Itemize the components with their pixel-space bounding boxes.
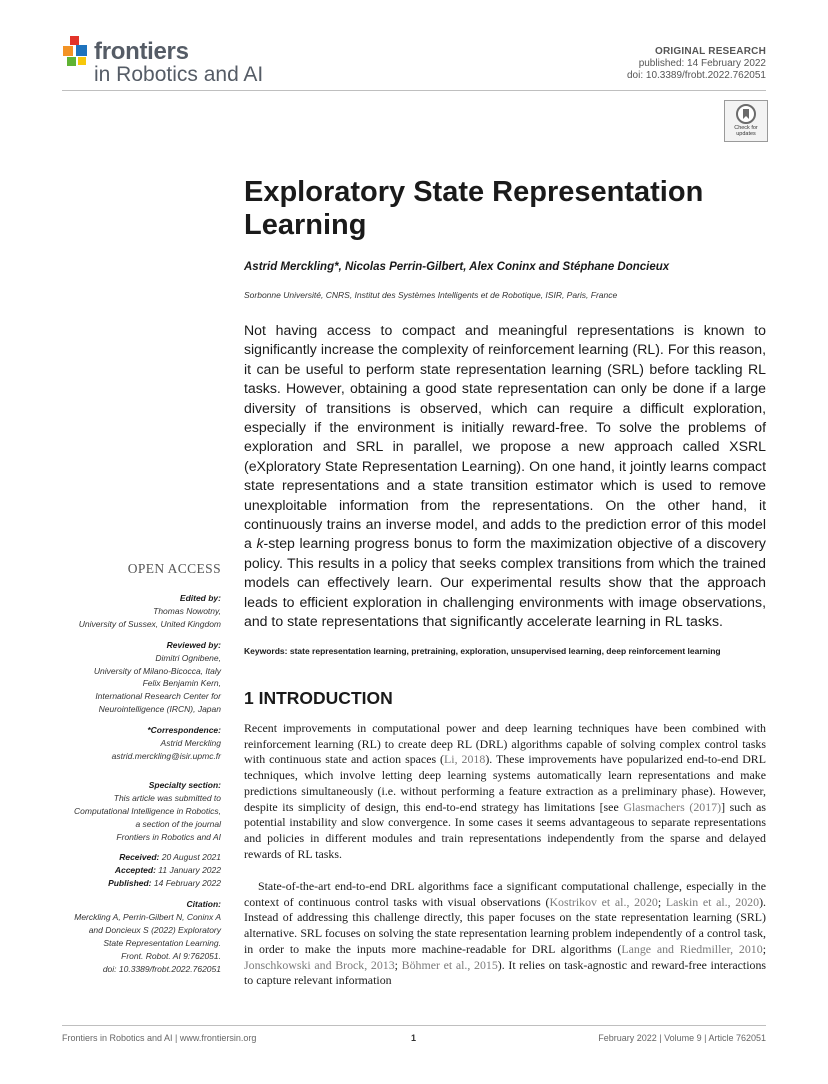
citation-text: and Doncieux S (2022) Exploratory [88, 924, 221, 935]
section-heading: 1 INTRODUCTION [244, 688, 393, 708]
accepted-date [56, 864, 221, 877]
published-label: Published: [108, 878, 152, 889]
reviewer-name: Felix Benjamin Kern, [142, 678, 221, 689]
published-date-sidebar [56, 877, 221, 890]
article-info-sidebar [56, 592, 221, 976]
body-paragraph-2 [244, 879, 766, 989]
edited-by-label: Edited by: [179, 593, 221, 603]
keywords [244, 645, 766, 657]
journal-subtitle: in Robotics and AI [94, 63, 264, 86]
published-value: 14 February 2022 [153, 878, 221, 889]
affiliation: Sorbonne Université, CNRS, Institut des Systèmes Intelligents et de Robotique, ISIR, Paris, France [244, 290, 618, 300]
body-text: ; [657, 894, 666, 909]
body-text: Recent improvements in computational power and deep learning techniques have been combined with reinforcement learning (RL) to create deep RL (DRL) algorithms capable of solving complex control tasks with continuous state and action spaces ( [244, 721, 766, 767]
citation-link[interactable]: Laskin et al., 2020 [665, 894, 760, 909]
reviewer-affiliation: International Research Center for [95, 691, 221, 702]
open-access-label: OPEN ACCESS [127, 561, 221, 576]
footer-issue-info: February 2022 | Volume 9 | Article 762051 [598, 1033, 766, 1043]
body-paragraph-1 [244, 721, 766, 862]
body-text: ; [394, 957, 402, 972]
check-for-updates-badge[interactable] [724, 100, 768, 142]
keywords-list: state representation learning, pretraining, exploration, unsupervised learning, deep reinforcement learning [289, 646, 721, 656]
citation-link[interactable]: Böhmer et al., 2015 [401, 957, 498, 972]
reviewer-affiliation: University of Milano-Bicocca, Italy [93, 665, 221, 676]
frontiers-logo-icon [62, 36, 92, 70]
check-badge-label: Check for updates [734, 125, 758, 137]
bookmark-icon [736, 104, 756, 124]
specialty-text: a section of the journal [135, 818, 221, 829]
correspondence-email[interactable]: astrid.merckling@isir.upmc.fr [111, 750, 221, 761]
citation-link[interactable]: Li, 2018 [444, 752, 486, 767]
specialty-text: This article was submitted to [113, 792, 221, 803]
citation-text: State Representation Learning. [103, 937, 221, 948]
page-number: 1 [411, 1033, 417, 1043]
citation-label: Citation: [186, 899, 221, 910]
body-text: ). Instead of addressing this challenge directly, this paper focuses on the state representation learning (SRL) alternative. SRL focuses on solving the state representation learning problem independently of a control task, in order to make the inputs more machine-readable for DRL algorithms ( [244, 894, 767, 956]
journal-name: frontiers [94, 38, 189, 65]
abstract-k: k [256, 535, 264, 552]
header-divider [62, 90, 766, 91]
received-label: Received: [119, 852, 160, 863]
article-title: Exploratory State Representation Learning [244, 176, 704, 241]
citation-text: Merckling A, Perrin-Gilbert N, Coninx A [74, 912, 221, 923]
reviewer-name: Dimitri Ognibene, [155, 652, 221, 663]
author-list: Astrid Merckling*, Nicolas Perrin-Gilbert, Alex Coninx and Stéphane Doncieux [244, 261, 670, 273]
doi[interactable]: doi: 10.3389/frobt.2022.762051 [626, 70, 766, 81]
reviewed-by-label: Reviewed by: [166, 639, 221, 650]
correspondence-name: Astrid Merckling [160, 738, 221, 749]
body-text: ). It relies on task-agnostic and reward-free interactions to capture relevant information [244, 957, 767, 988]
footer-divider [62, 1025, 766, 1026]
received-value: 20 August 2021 [161, 852, 221, 863]
body-text: ). These improvements have popularized end-to-end DRL techniques, which involve letting deep learning systems automatically learn representations and make predictions simultaneously (i.e. without performing a feature extraction as a preliminary phase). However, despite its simplicity of design, this end-to-end strategy has limitations [see [244, 752, 766, 814]
footer-journal-link[interactable]: Frontiers in Robotics and AI | www.frontiersin.org [62, 1033, 257, 1043]
abstract [244, 321, 766, 632]
body-text: State-of-the-art end-to-end DRL algorithms face a significant computational challenge, especially in the context of continuous control tasks with visual observations ( [244, 879, 766, 909]
article-meta [627, 46, 766, 82]
citation-link[interactable]: Glasmachers (2017) [623, 799, 722, 814]
correspondence-label: *Correspondence: [147, 725, 221, 736]
citation-link[interactable]: Jonschkowski and Brock, 2013 [244, 957, 395, 972]
editor-name: Thomas Nowotny, [153, 605, 221, 616]
body-text: ; [762, 941, 766, 956]
reviewer-affiliation: Neurointelligence (IRCN), Japan [98, 704, 221, 715]
accepted-label: Accepted: [114, 865, 156, 876]
published-date: published: 14 February 2022 [638, 58, 766, 69]
specialty-section-label: Specialty section: [148, 779, 221, 790]
editor-affiliation: University of Sussex, United Kingdom [78, 618, 221, 629]
citation-link[interactable]: Kostrikov et al., 2020 [549, 894, 658, 909]
accepted-value: 11 January 2022 [158, 865, 221, 876]
citation-link[interactable]: Lange and Riedmiller, 2010 [621, 941, 763, 956]
article-type: ORIGINAL RESEARCH [654, 46, 766, 57]
citation-doi[interactable]: doi: 10.3389/frobt.2022.762051 [102, 963, 221, 974]
specialty-text: Computational Intelligence in Robotics, [74, 805, 221, 816]
keywords-label: Keywords: [244, 646, 288, 656]
specialty-text: Frontiers in Robotics and AI [116, 831, 221, 842]
body-text: ] such as potential instability and slow convergence. In some cases it seems advantageous to separate representations and policies in different modules and train representations independently from the sparse and delayed rewards of RL tasks. [244, 799, 766, 861]
abstract-text-cont: -step learning progress bonus to form the maximization objective of a discovery policy. This results in a policy that seeks complex transitions from which the trained models can effectively learn. Our experimental results show that the approach leads to efficient exploration in challenging environments with image observations, and to state representations that significantly accelerate learning in RL tasks. [244, 535, 766, 630]
citation-text: Front. Robot. AI 9:762051. [121, 950, 221, 961]
abstract-text: Not having access to compact and meaningful representations is known to significantly increase the complexity of reinforcement learning (RL). For this reason, it can be useful to perform state representation learning (SRL) before tackling RL tasks. However, obtaining a good state representation can only be done if a large diversity of transitions is observed, which can require a difficult exploration, especially if the environment is initially reward-free. To solve the problems of exploration and SRL in parallel, we propose a new approach called XSRL (eXploratory State Representation Learning). On one hand, it jointly learns compact state representations and a state transition estimator which is used to remove unexploitable information from the representations. On the other hand, it continuously trains an inverse model, and adds to the prediction error of this model a [244, 322, 766, 552]
received-date [56, 851, 221, 864]
